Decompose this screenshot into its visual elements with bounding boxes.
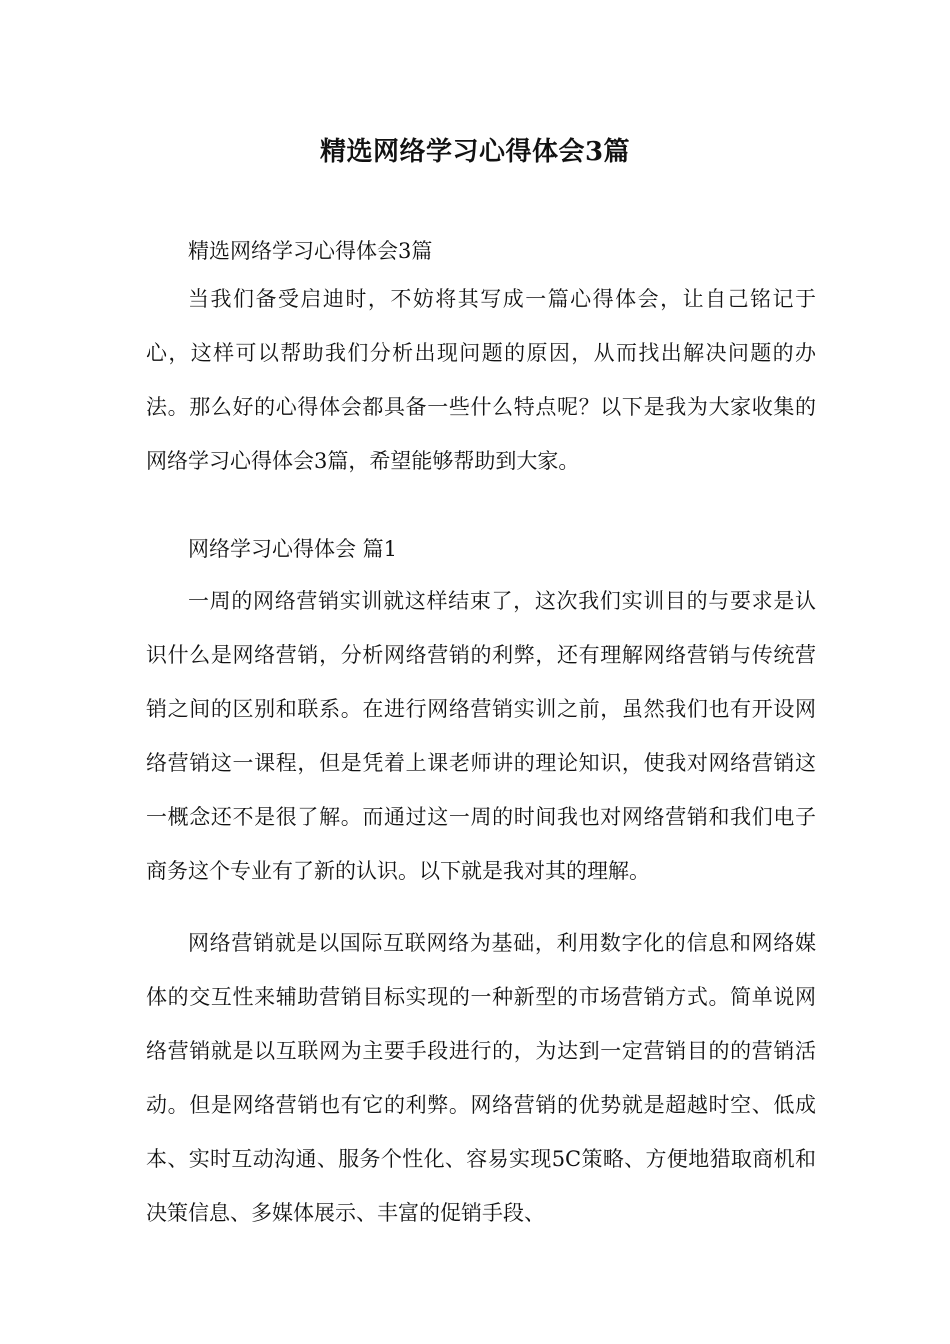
body-paragraph-2: 网络营销就是以国际互联网络为基础，利用数字化的信息和网络媒体的交互性来辅助营销目标实现的一种新型的市场营销方式。简单说网络营销就是以互联网为主要手段进行的，为达到一定营销目的的营销活动。但是网络营销也有它的利弊。网络营销的优势就是超越时空、低成本、实时互动沟通、服务个性化、容易实现5C策略、方便地猎取商机和决策信息、多媒体展示、丰富的促销手段、 xyxy=(146,931,816,1225)
intro-paragraph: 当我们备受启迪时，不妨将其写成一篇心得体会，让自己铭记于心，这样可以帮助我们分析出现问题的原因，从而找出解决问题的办法。那么好的心得体会都具备一些什么特点呢？以下是我为大家收集的网络学习心得体会3篇，希望能够帮助到大家。 xyxy=(146,287,816,473)
document-subtitle: 精选网络学习心得体会3篇 xyxy=(188,239,433,263)
section-heading-1: 网络学习心得体会 篇1 xyxy=(188,537,398,561)
body-paragraph-1: 一周的网络营销实训就这样结束了，这次我们实训目的与要求是认识什么是网络营销，分析网络营销的利弊，还有理解网络营销与传统营销之间的区别和联系。在进行网络营销实训之前，虽然我们也有开设网络营销这一课程，但是凭着上课老师讲的理论知识，使我对网络营销这一概念还不是很了解。而通过这一周的时间我也对网络营销和我们电子商务这个专业有了新的认识。以下就是我对其的理解。 xyxy=(146,589,816,883)
document-title: 精选网络学习心得体会3篇 xyxy=(319,137,631,167)
